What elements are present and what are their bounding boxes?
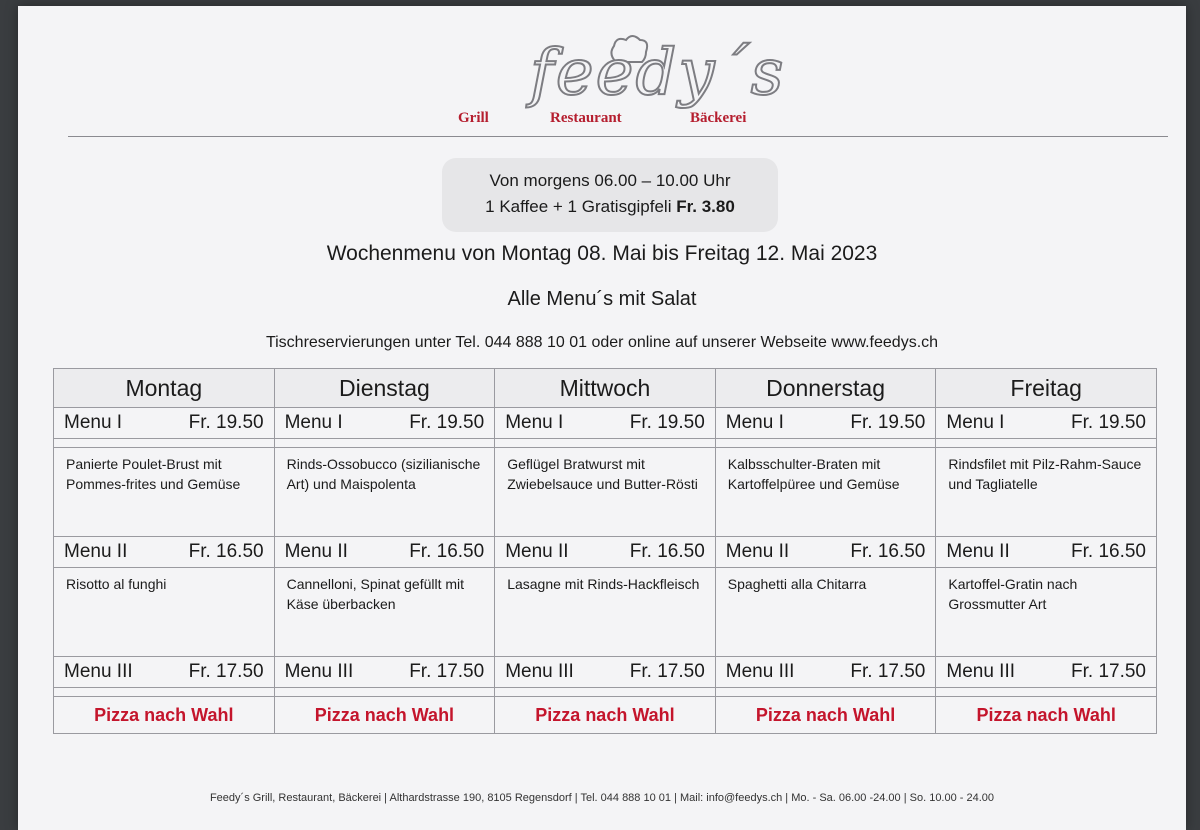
dish-cell xyxy=(715,568,936,657)
dish-description: Lasagne mit Rinds-Hackfleisch xyxy=(507,576,700,592)
day-header: Freitag xyxy=(936,369,1157,408)
footer-contact: Feedy´s Grill, Restaurant, Bäckerei | Althardstrasse 190, 8105 Regensdorf | Tel. 044 888 10 01 | Mail: info@feedys.ch | Mo. - Sa. 06.00 -24.00 | So. 10.00 - 24.00 xyxy=(209,792,995,804)
pizza-offer: Pizza nach Wahl xyxy=(94,704,234,725)
spacer-row xyxy=(54,439,1157,448)
menu-label: Menu II xyxy=(946,541,1010,562)
menu1-cell xyxy=(54,408,275,439)
menu-price: Fr. 16.50 xyxy=(1071,541,1146,562)
menu1-cell xyxy=(715,408,936,439)
day-header: Montag xyxy=(54,369,275,408)
spacer-cell xyxy=(936,688,1157,697)
breakfast-hours: Von morgens 06.00 – 10.00 Uhr xyxy=(489,171,731,190)
dish-cell xyxy=(495,448,716,537)
menu-label: Menu III xyxy=(725,661,795,682)
menu3-cell xyxy=(715,657,936,688)
menu-price: Fr. 19.50 xyxy=(188,412,264,433)
dish-cell xyxy=(54,448,275,537)
menu2-cell xyxy=(495,537,716,568)
week-title: Wochenmenu von Montag 08. Mai bis Freitag 12. Mai 2023 xyxy=(326,242,878,265)
menu-price: Fr. 16.50 xyxy=(629,541,705,562)
logo-baeckerei: Bäckerei xyxy=(690,110,747,126)
menu1-cell xyxy=(495,408,716,439)
dish-cell xyxy=(715,448,936,537)
day-header: Mittwoch xyxy=(495,369,716,408)
dish-cell xyxy=(936,448,1157,537)
dish-description: Rindsfilet mit Pilz-Rahm-Sauce und Tagliatelle xyxy=(948,456,1142,492)
pizza-cell xyxy=(54,697,275,734)
menu-price: Fr. 16.50 xyxy=(409,541,485,562)
logo-restaurant: Restaurant xyxy=(550,110,622,126)
dish-description: Kalbsschulter-Braten mit Kartoffelpüree und Gemüse xyxy=(727,456,900,492)
pizza-offer: Pizza nach Wahl xyxy=(976,704,1116,725)
dish-cell xyxy=(274,448,495,537)
pizza-offer: Pizza nach Wahl xyxy=(314,704,455,725)
menu2-dish-row xyxy=(54,568,1157,657)
menu-price: Fr. 17.50 xyxy=(409,661,485,682)
spacer-cell xyxy=(936,439,1157,448)
menu2-cell xyxy=(715,537,936,568)
spacer-cell xyxy=(54,439,275,448)
menu-label: Menu III xyxy=(284,661,354,682)
spacer-cell xyxy=(274,439,495,448)
restaurant-logo xyxy=(458,38,788,138)
menu-label: Menu II xyxy=(725,541,790,562)
menu1-cell xyxy=(274,408,495,439)
menu-price: Fr. 17.50 xyxy=(1071,661,1146,682)
spacer-cell xyxy=(715,688,936,697)
pizza-cell xyxy=(274,697,495,734)
menu-price: Fr. 17.50 xyxy=(188,661,264,682)
dish-description: Geflügel Bratwurst mit Zwiebelsauce und Butter-Rösti xyxy=(507,456,698,492)
pizza-row xyxy=(54,697,1157,734)
spacer-cell xyxy=(274,688,495,697)
dish-description: Panierte Poulet-Brust mit Pommes-frites und Gemüse xyxy=(66,456,241,492)
menu-label: Menu I xyxy=(725,412,784,433)
menu3-price-row xyxy=(54,657,1157,688)
weekly-menu-table xyxy=(53,368,1157,734)
menu-sheet xyxy=(18,6,1186,830)
menu-label: Menu I xyxy=(64,412,123,433)
dish-cell xyxy=(495,568,716,657)
spacer-cell xyxy=(495,439,716,448)
reservation-info: Tischreservierungen unter Tel. 044 888 10 01 oder online auf unserer Webseite www.feedys.ch xyxy=(265,334,939,351)
menu-label: Menu III xyxy=(946,661,1016,682)
menu-price: Fr. 19.50 xyxy=(1071,412,1146,433)
menu2-price-row xyxy=(54,537,1157,568)
logo-brand: feedy´s xyxy=(530,36,786,110)
menu-label: Menu I xyxy=(946,412,1005,433)
dish-description: Cannelloni, Spinat gefüllt mit Käse überbacken xyxy=(286,576,465,612)
dish-description: Risotto al funghi xyxy=(66,576,167,592)
breakfast-price: Fr. 3.80 xyxy=(676,197,735,216)
menu1-cell xyxy=(936,408,1157,439)
pizza-offer: Pizza nach Wahl xyxy=(535,704,675,725)
pizza-cell xyxy=(715,697,936,734)
menu3-cell xyxy=(274,657,495,688)
menu-price: Fr. 19.50 xyxy=(629,412,705,433)
menu2-cell xyxy=(274,537,495,568)
menu-price: Fr. 16.50 xyxy=(850,541,926,562)
day-header-row xyxy=(54,369,1157,408)
dish-description: Spaghetti alla Chitarra xyxy=(727,576,867,592)
dish-cell xyxy=(54,568,275,657)
menu-label: Menu II xyxy=(284,541,348,562)
day-header: Dienstag xyxy=(274,369,495,408)
menu-label: Menu I xyxy=(505,412,564,433)
menu-label: Menu I xyxy=(284,412,343,433)
spacer-row xyxy=(54,688,1157,697)
spacer-cell xyxy=(715,439,936,448)
menu-price: Fr. 16.50 xyxy=(188,541,264,562)
menu3-cell xyxy=(54,657,275,688)
header-divider xyxy=(68,136,1168,137)
dish-description: Rinds-Ossobucco (sizilianische Art) und Maispolenta xyxy=(286,456,481,492)
spacer-cell xyxy=(495,688,716,697)
menu-label: Menu II xyxy=(505,541,569,562)
menu2-cell xyxy=(54,537,275,568)
menu-price: Fr. 19.50 xyxy=(850,412,926,433)
menu-label: Menu III xyxy=(505,661,574,682)
menu-label: Menu II xyxy=(64,541,128,562)
menu-label: Menu III xyxy=(64,661,133,682)
breakfast-offer xyxy=(442,158,778,232)
menu2-cell xyxy=(936,537,1157,568)
menu-price: Fr. 17.50 xyxy=(629,661,705,682)
breakfast-deal-text: 1 Kaffee + 1 Gratisgipfeli xyxy=(485,197,672,216)
menu1-price-row xyxy=(54,408,1157,439)
pizza-offer: Pizza nach Wahl xyxy=(755,704,896,725)
dish-cell xyxy=(936,568,1157,657)
menu-price: Fr. 17.50 xyxy=(850,661,926,682)
salad-note: Alle Menu´s mit Salat xyxy=(507,288,697,310)
menu-price: Fr. 19.50 xyxy=(409,412,485,433)
dish-description: Kartoffel-Gratin nach Grossmutter Art xyxy=(948,576,1078,612)
spacer-cell xyxy=(54,688,275,697)
menu1-dish-row xyxy=(54,448,1157,537)
logo-grill: Grill xyxy=(458,110,489,126)
menu3-cell xyxy=(495,657,716,688)
pizza-cell xyxy=(495,697,716,734)
breakfast-deal xyxy=(442,194,778,220)
dish-cell xyxy=(274,568,495,657)
day-header: Donnerstag xyxy=(715,369,936,408)
menu3-cell xyxy=(936,657,1157,688)
pizza-cell xyxy=(936,697,1157,734)
